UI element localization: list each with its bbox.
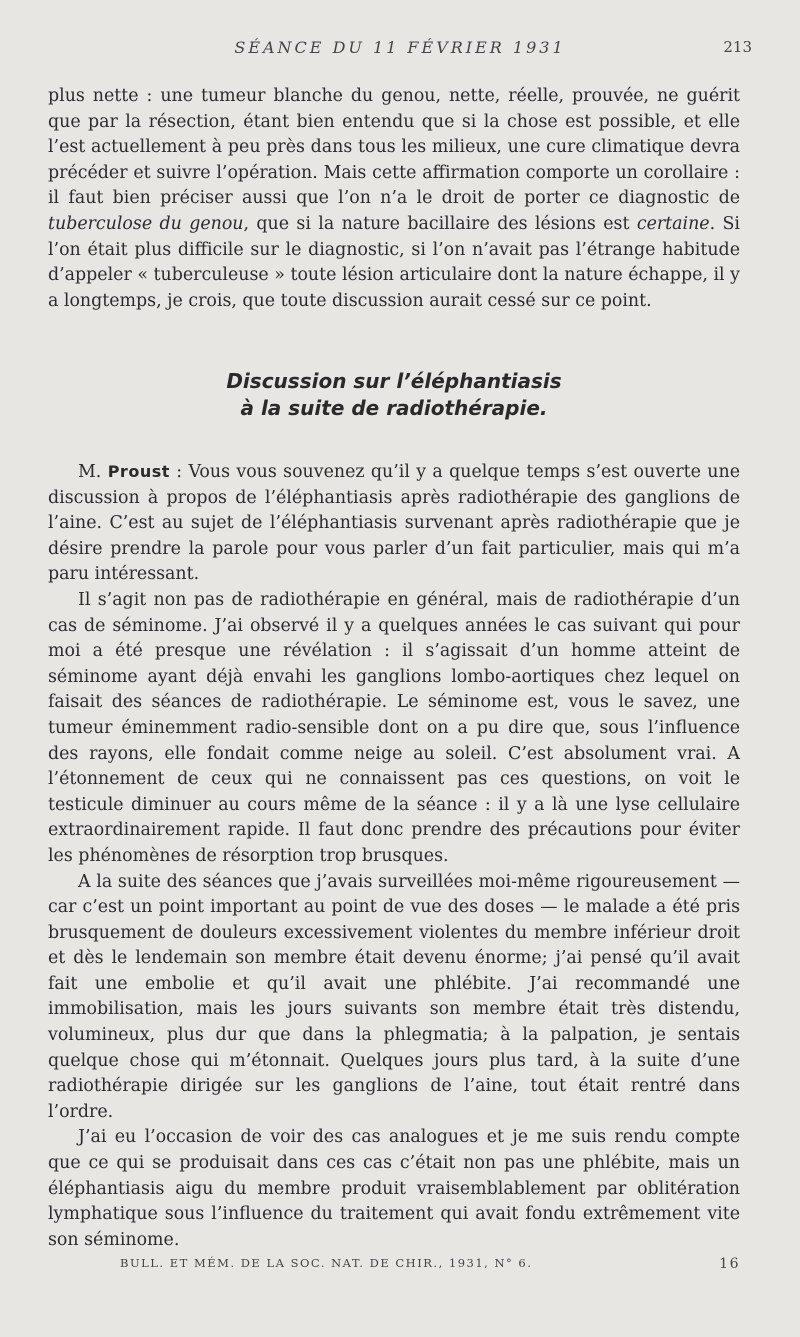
intro-paragraph [48,84,740,314]
section-heading [48,368,740,422]
running-head [48,38,752,62]
footer-citation: BULL. ET MÉM. DE LA SOC. NAT. DE CHIR., 1931, N° 6. [120,1256,533,1270]
speaker-prefix: M. [78,462,108,482]
emphasis-tuberculose: tuberculose du genou [48,213,244,234]
intro-text-middle: , que si la nature bacillaire des lésions est [243,213,637,234]
discussion-paragraph-4: J’ai eu l’occasion de voir des cas analogues et je me suis rendu compte que ce qui se produisait dans ces cas c’était non pas une phlébite, mais un éléphantiasis aigu du membre produit vraisemblablement par oblitération lymphatique sous l’influence du traitement qui avait fondu extrêmement vite son séminome. [48,1127,740,1250]
intro-text-end: . Si l’on était plus difficile sur le diagnostic, si l’on n’avait pas l’étrange habitude d’appeler « tuberculeuse » toute lésion articulaire dont la nature échappe, il y a longtemps, je crois, que toute discussion aurait cessé sur ce point. [48,213,740,311]
page-footer [120,1256,740,1276]
speaker-name: Proust [107,462,170,481]
discussion-paragraph-1-text: : Vous vous souvenez qu’il y a quelque temps s’est ouverte une discussion à propos de l’éléphantiasis après radiothérapie des ganglions de l’aine. C’est au sujet de l’éléphantiasis survenant après radiothérapie que je désire prendre la parole pour vous parler d’un fait particulier, mais qui m’a paru intéressant. [48,462,740,585]
discussion-paragraph-2: Il s’agit non pas de radiothérapie en général, mais de radiothérapie d’un cas de séminome. J’ai observé il y a quelques années le cas suivant qui pour moi a été presque une révélation : il s’agissait d’un homme atteint de séminome ayant déjà envahi les ganglions lombo-aortiques chez lequel on faisait des séances de radiothérapie. Le séminome est, vous le savez, une tumeur éminemment radio-sensible dont on a pu dire que, sous l’influence des rayons, elle fondait comme neige au soleil. C’est absolument vrai. A l’étonnement de ceux qui ne connaissent pas ces questions, on voit le testicule diminuer au cours même de la séance : il y a là une lyse cellulaire extraordinairement rapide. Il faut donc prendre des précautions pour éviter les phénomènes de résorption trop brusques. [48,589,740,866]
running-title: SÉANCE DU 11 FÉVRIER 1931 [234,38,566,57]
section-heading-line2: à la suite de radiothérapie. [240,396,548,420]
intro-text-start: plus nette : une tumeur blanche du genou, nette, réelle, prouvée, ne guérit que par la résection, étant bien entendu que si la chose est possible, et elle l’est actuellement à peu près dans tous les milieux, une cure climatique devra précéder et suivre l’opération. Mais cette affirmation comporte un corollaire : il faut bien préciser aussi que l’on n’a le droit de porter ce diagnostic de [48,86,740,209]
discussion-paragraph-1 [48,459,740,588]
intro-text-block [48,84,740,314]
emphasis-certaine: certaine [636,213,710,234]
discussion-text-block [48,459,740,1253]
discussion-paragraph-3: A la suite des séances que j’avais surveillées moi-même rigoureusement — car c’est un point important au point de vue des doses — le malade a été pris brusquement de douleurs excessivement violentes du membre inférieur droit et dès le lendemain son membre était devenu énorme; j’ai pensé qu’il avait fait une embolie et qu’il avait une phlébite. J’ai recommandé une immobilisation, mais les jours suivants son membre était très distendu, volumineux, plus dur que dans la phlegmatia; à la palpation, je sentais quelque chose qui m’étonnait. Quelques jours plus tard, à la suite d’une radiothérapie dirigée sur les ganglions de l’aine, tout était rentré dans l’ordre. [48,871,740,1122]
section-heading-line1: Discussion sur l’éléphantiasis [226,369,562,393]
footer-sheet-number: 16 [719,1256,740,1272]
page-number: 213 [723,38,752,56]
